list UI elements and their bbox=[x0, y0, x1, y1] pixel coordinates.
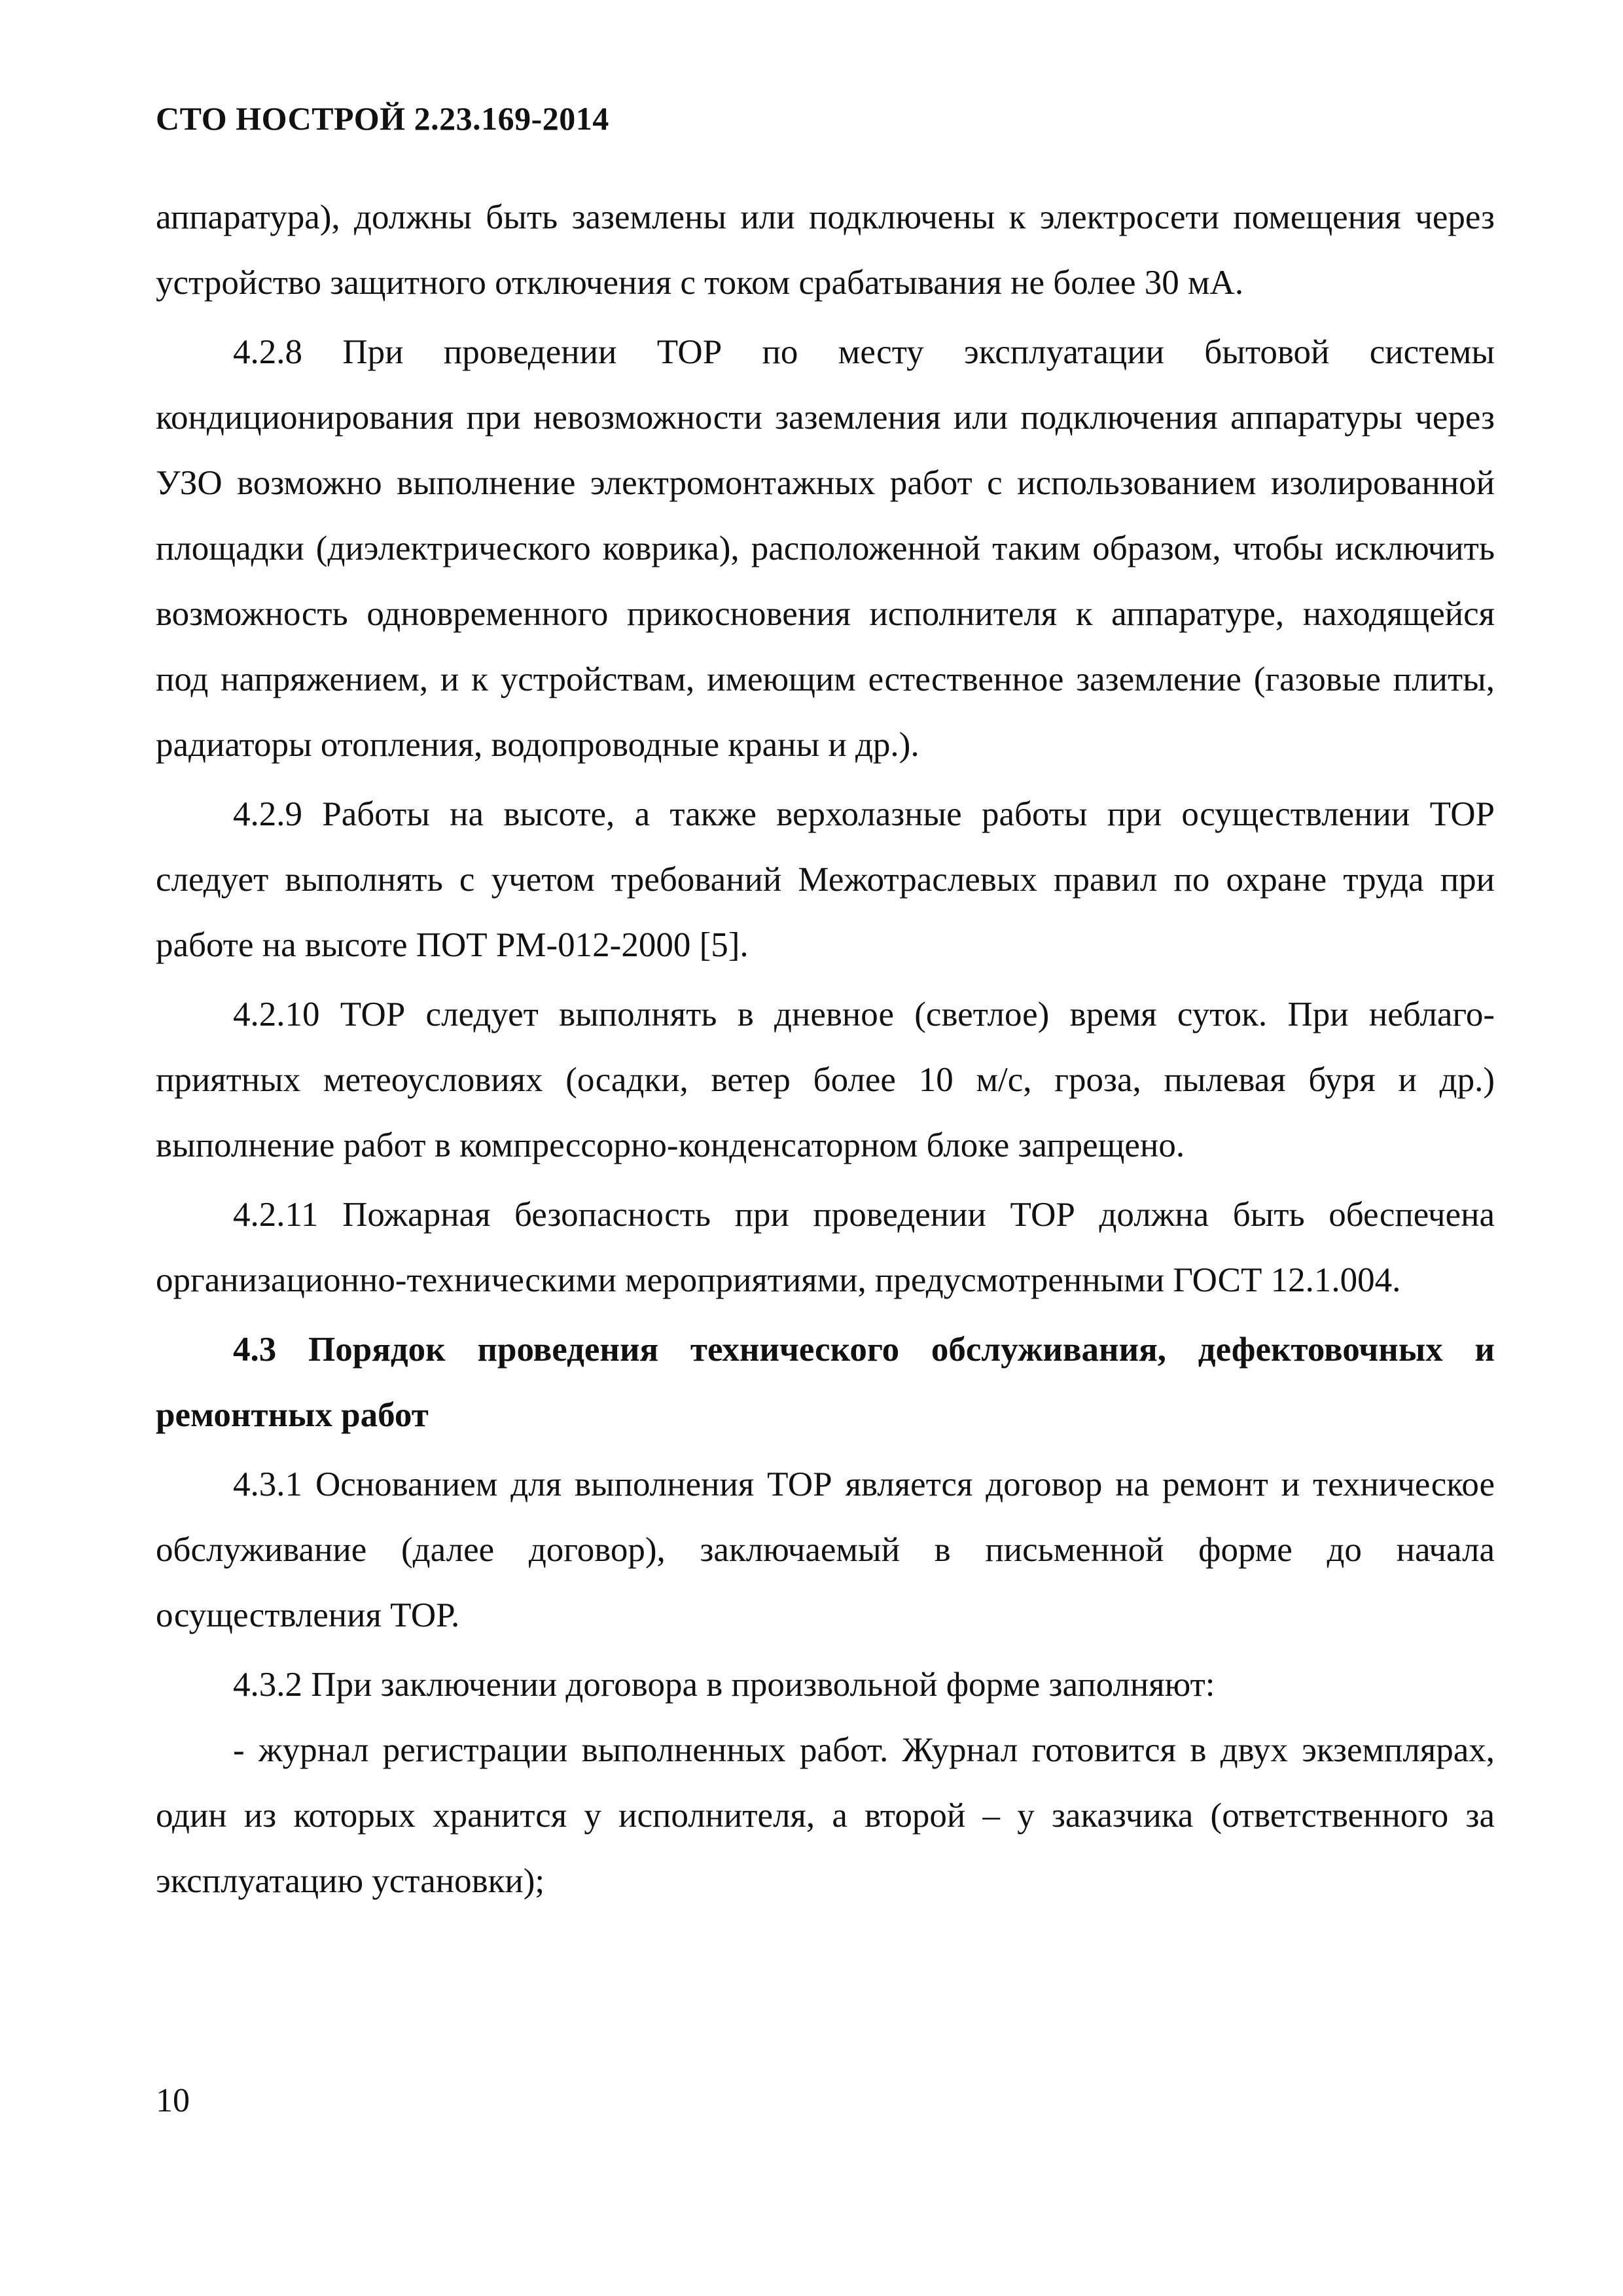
paragraph-4-2-10: 4.2.10 ТОР следует выполнять в дневное (светлое) время суток. При неблагоприятных метеоусловиях (осадки, ветер более 10 м/с, гроза, пылевая буря и др.) выполнение работ в компрессорно-конденсаторном блоке запрещено. bbox=[156, 996, 1495, 1164]
page-number: 10 bbox=[156, 2082, 190, 2119]
paragraph-4-3-1: 4.3.1 Основанием для выполнения ТОР является договор на ремонт и техническое обслуживание (далее договор), заключаемый в письменной форме до начала осуществления ТОР. bbox=[156, 1465, 1495, 1634]
section-heading-4-3: 4.3 Порядок проведения технического обслуживания, дефектовочных и ремонтных работ bbox=[156, 1331, 1495, 1434]
paragraph-4-2-8: 4.2.8 При проведении ТОР по месту эксплуатации бытовой системы кондиционирования при невозможности заземления или подключения аппаратуры через УЗО возможно выполнение электромонтажных работ с использованием изолированной площадки (диэлектрического коврика), расположенной таким образом, чтобы исключить возможность одновременного прикосновения исполнителя к аппаратуре, находящейся под напряжением, и к устройствам, имеющим естественное заземление (газовые плиты, радиаторы отопления, водопроводные краны и др.). bbox=[156, 333, 1495, 764]
paragraph-continuation: аппаратура), должны быть заземлены или подключены к электросети помещения через устройство защитного отключения с током срабатывания не более 30 мА. bbox=[156, 198, 1495, 302]
paragraph-4-3-2: 4.3.2 При заключении договора в произвольной форме заполняют: bbox=[233, 1666, 1215, 1704]
paragraph-4-2-11: 4.2.11 Пожарная безопасность при проведении ТОР должна быть обеспечена организационно-техническими мероприятиями, предусмотренными ГОСТ 12.1.004. bbox=[156, 1196, 1495, 1299]
list-item-journal: - журнал регистрации выполненных работ. Журнал готовится в двух экземплярах, один из которых хранится у исполнителя, а второй – у заказчика (ответственного за эксплуатацию установки); bbox=[156, 1731, 1495, 1900]
paragraph-4-2-9: 4.2.9 Работы на высоте, а также верхолазные работы при осуществлении ТОР следует выполнять с учетом требований Межотраслевых правил по охране труда при работе на высоте ПОТ РМ-012-2000 [5]. bbox=[156, 795, 1495, 964]
document-body bbox=[156, 185, 1495, 1914]
page-header-document-code: СТО НОСТРОЙ 2.23.169-2014 bbox=[156, 100, 609, 137]
